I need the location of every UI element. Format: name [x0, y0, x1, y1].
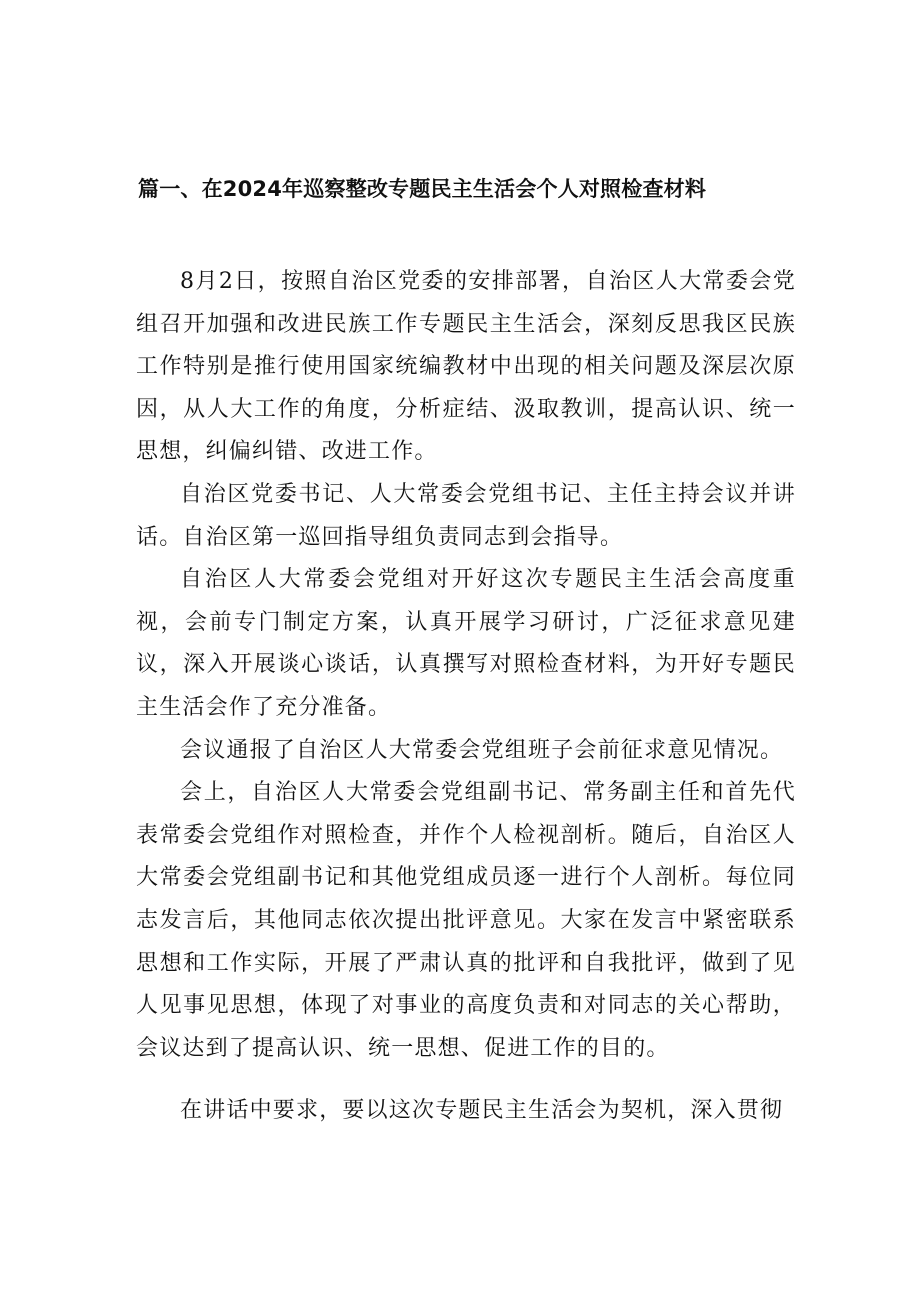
paragraph-meeting-chair: 自治区党委书记、人大常委会党组书记、主任主持会议并讲话。自治区第一巡回指导组负责同志到会指导。	[136, 481, 796, 550]
paragraph-speech-requirements: 在讲话中要求，要以这次专题民主生活会为契机，深入贯彻	[180, 1098, 784, 1124]
paragraph-self-examination: 会上，自治区人大常委会党组副书记、常务副主任和首先代表常委会党组作对照检查，并作个人检视剖析。随后，自治区人大常委会党组副书记和其他党组成员逐一进行个人剖析。每位同志发言后，其他同志依次提出批评意见。大家在发言中紧密联系思想和工作实际，开展了严肃认真的批评和自我批评，做到了见人见事见思想，体现了对事业的高度负责和对同志的关心帮助，会议达到了提高认识、统一思想、促进工作的目的。	[136, 780, 796, 1061]
paragraph-preparation: 自治区人大常委会党组对开好这次专题民主生活会高度重视，会前专门制定方案，认真开展学习研讨，广泛征求意见建议，深入开展谈心谈话，认真撰写对照检查材料，为开好专题民主生活会作了充分准备。	[136, 567, 796, 720]
paragraph-opinion-report: 会议通报了自治区人大常委会党组班子会前征求意见情况。	[180, 737, 784, 763]
paragraph-meeting-intro: 8月2日，按照自治区党委的安排部署，自治区人大常委会党组召开加强和改进民族工作专题民主生活会，深刻反思我区民族工作特别是推行使用国家统编教材中出现的相关问题及深层次原因，从人大工作的角度，分析症结、汲取教训，提高认识、统一思想，纠偏纠错、改进工作。	[136, 269, 796, 465]
document-title: 篇一、在2024年巡察整改专题民主生活会个人对照检查材料	[138, 177, 707, 201]
document-body	[136, 261, 796, 1133]
